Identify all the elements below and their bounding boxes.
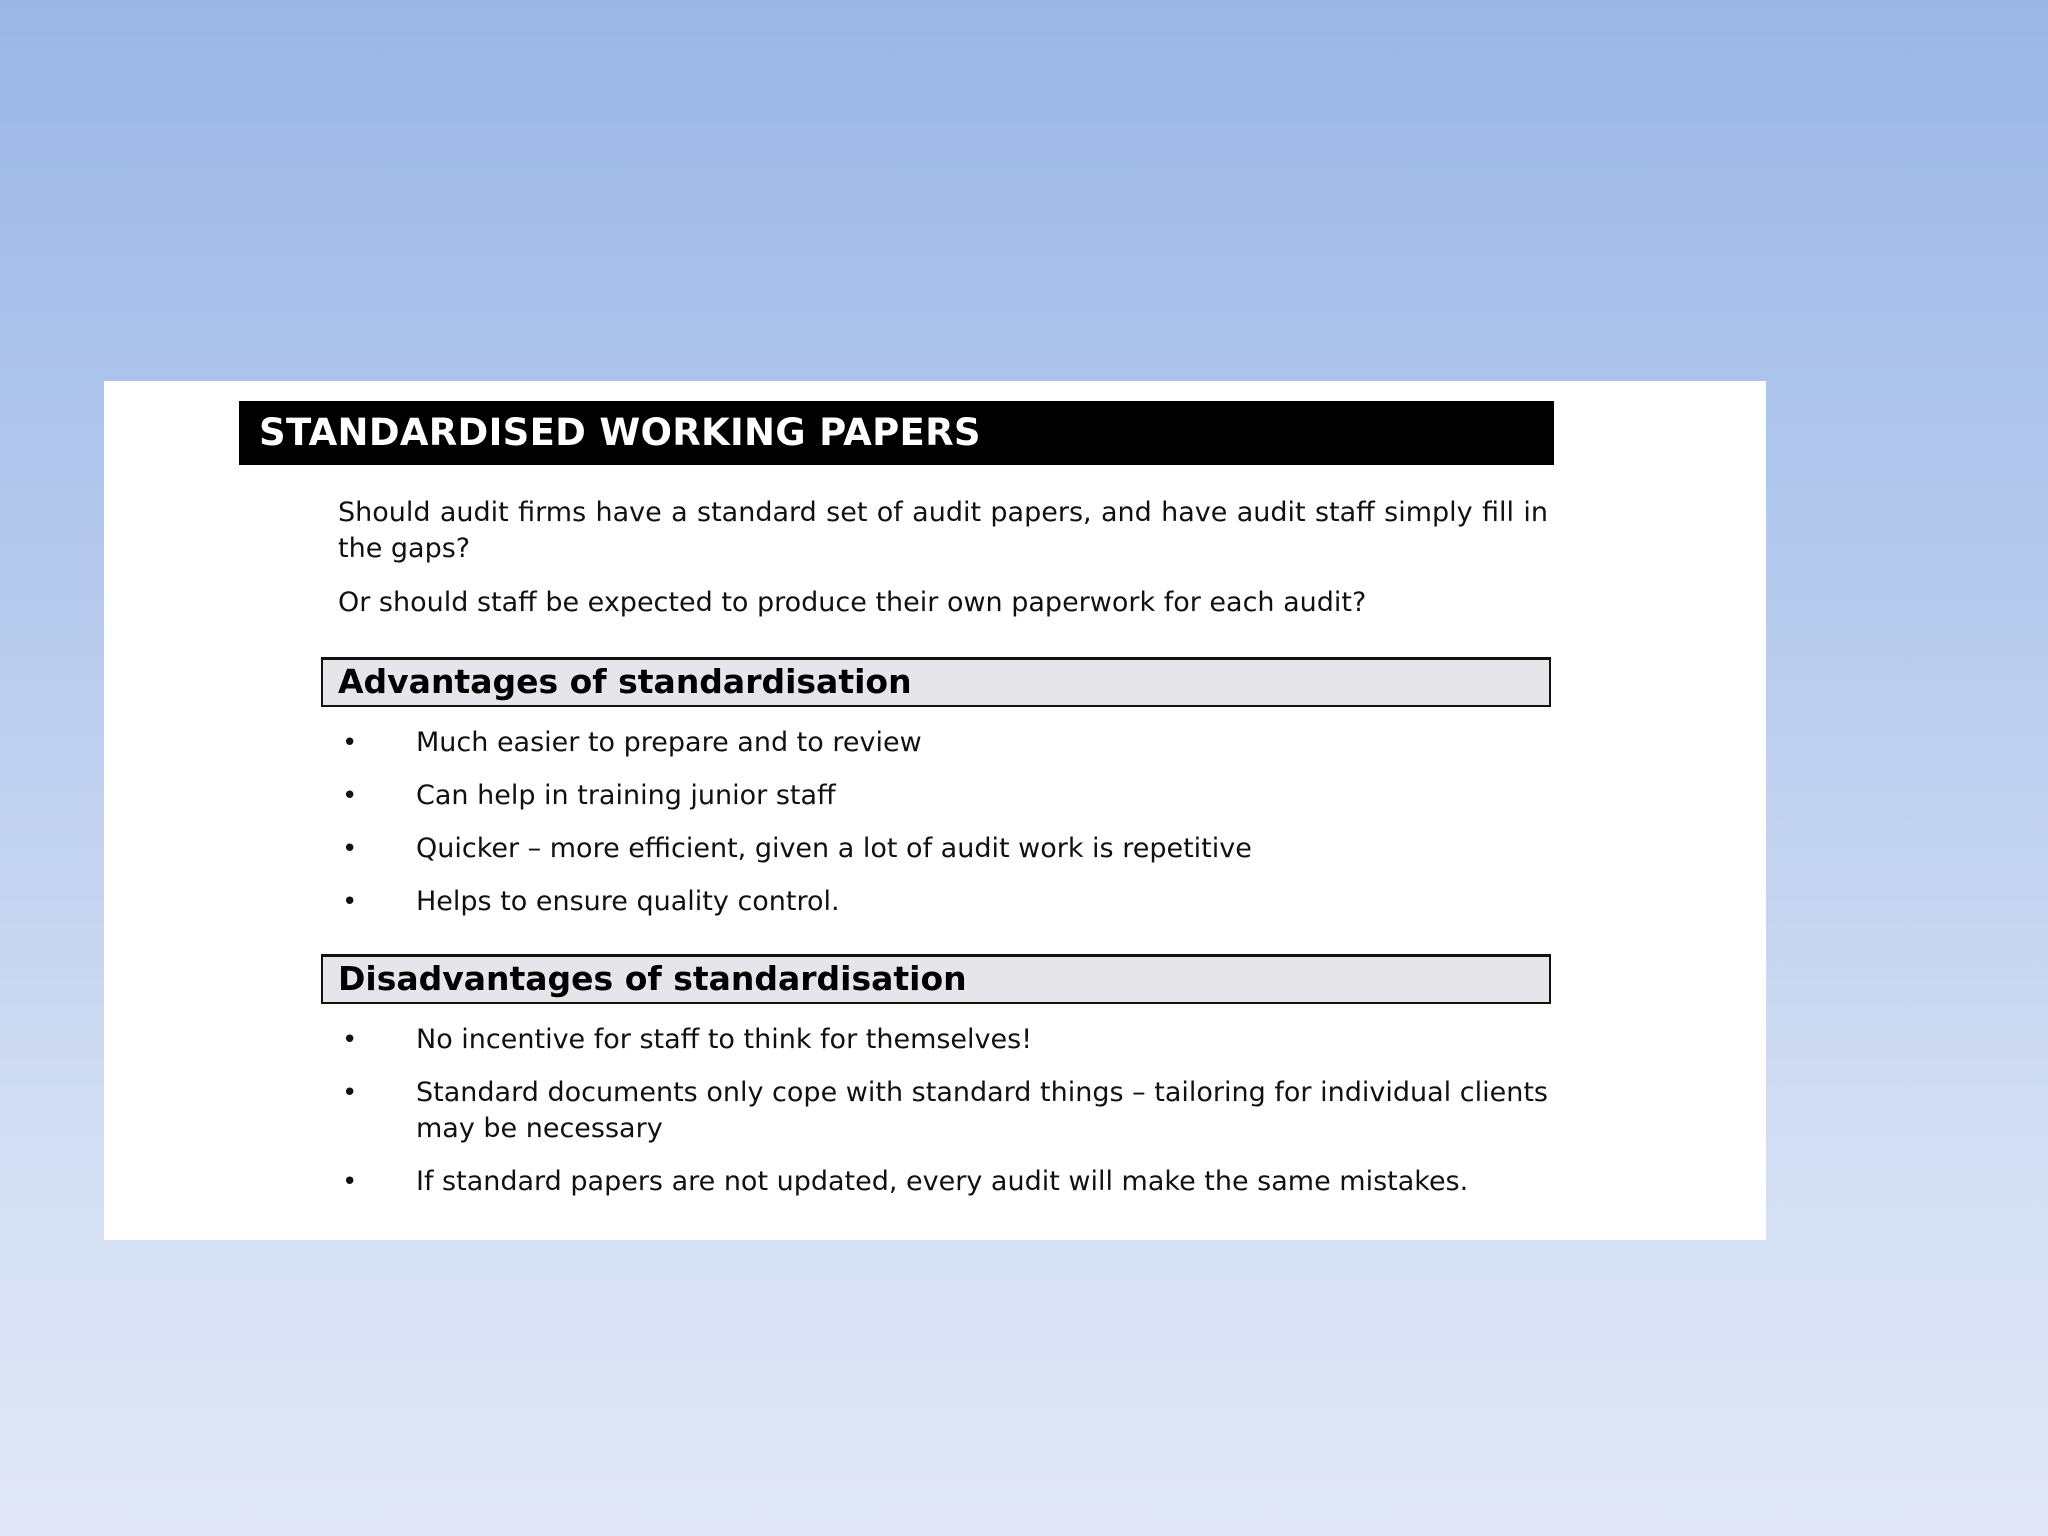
list-item-text: Quicker – more efficient, given a lot of audit work is repetitive xyxy=(416,833,1252,864)
bullet-icon: • xyxy=(342,1025,358,1055)
list-item-text: Standard documents only cope with standard things – tailoring for individual clients may be necessary xyxy=(416,1077,1548,1144)
document-title: STANDARDISED WORKING PAPERS xyxy=(239,401,1554,465)
bullet-icon: • xyxy=(342,887,358,917)
intro-paragraph: Should audit firms have a standard set of audit papers, and have audit staff simply fill in the gaps? xyxy=(338,497,1548,564)
list-item-text: Helps to ensure quality control. xyxy=(416,886,840,917)
document-image xyxy=(104,381,1766,1240)
bullet-icon: • xyxy=(342,834,358,864)
bullet-icon: • xyxy=(342,1078,358,1108)
bullet-icon: • xyxy=(342,1167,358,1197)
list-item-text: No incentive for staff to think for themselves! xyxy=(416,1024,1033,1055)
list-item xyxy=(338,1075,1548,1147)
list-item-text: Much easier to prepare and to review xyxy=(416,727,922,758)
bullet-icon: • xyxy=(342,781,358,811)
disadvantages-heading: Disadvantages of standardisation xyxy=(321,954,1551,1004)
intro-paragraph: Or should staff be expected to produce their own paperwork for each audit? xyxy=(338,587,1367,618)
intro-text xyxy=(338,495,1548,639)
list-item xyxy=(338,725,1548,761)
list-item-text: Can help in training junior staff xyxy=(416,780,836,811)
list-item-text: If standard papers are not updated, every audit will make the same mistakes. xyxy=(416,1166,1469,1197)
bullet-icon: • xyxy=(342,728,358,758)
list-item xyxy=(338,1022,1548,1058)
advantages-heading: Advantages of standardisation xyxy=(321,657,1551,707)
advantages-list xyxy=(338,725,1548,937)
list-item xyxy=(338,778,1548,814)
list-item xyxy=(338,1164,1548,1200)
list-item xyxy=(338,884,1548,920)
disadvantages-list xyxy=(338,1022,1548,1217)
list-item xyxy=(338,831,1548,867)
